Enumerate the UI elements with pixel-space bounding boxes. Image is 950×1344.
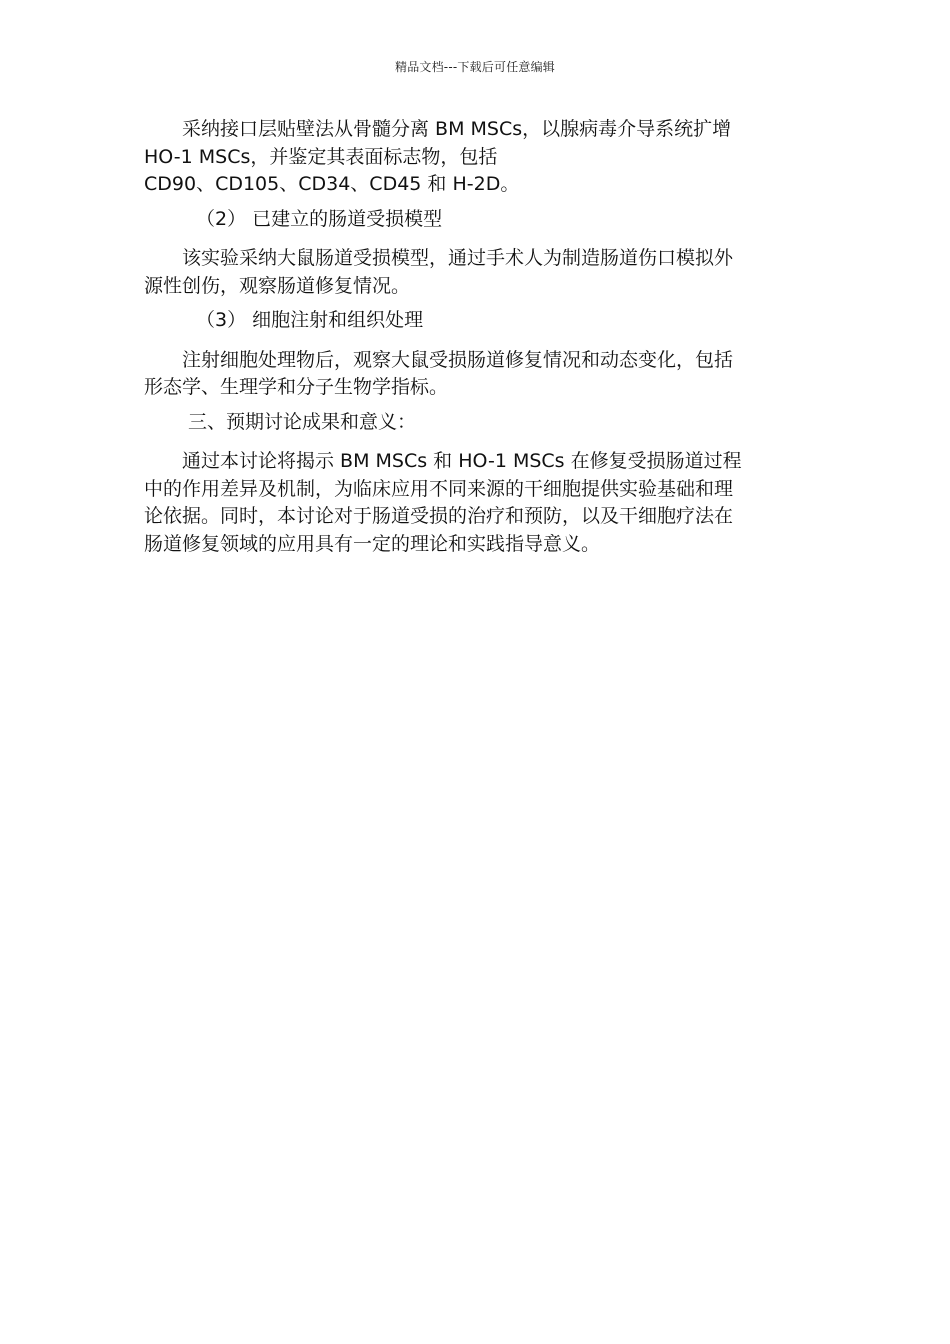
paragraph-line: 采纳接口层贴壁法从骨髓分离 BM MSCs，以腺病毒介导系统扩增: [182, 118, 732, 140]
paragraph-line: HO-1 MSCs，并鉴定其表面标志物，包括: [144, 145, 498, 168]
paragraph-injury-model: [144, 245, 794, 300]
paragraph-line: 通过本讨论将揭示 BM MSCs 和 HO-1 MSCs 在修复受损肠道过程: [182, 450, 742, 472]
section-heading-expected-results: 三、预期讨论成果和意义：: [188, 410, 417, 433]
paragraph-line: 论依据。同时，本讨论对于肠道受损的治疗和预防，以及干细胞疗法在: [144, 505, 734, 527]
paragraph-line: 形态学、生理学和分子生物学指标。: [144, 376, 449, 398]
paragraph-significance: [144, 448, 794, 558]
subheading-injury-model: （2） 已建立的肠道受损模型: [196, 207, 443, 230]
paragraph-line: CD90、CD105、CD34、CD45 和 H-2D。: [144, 173, 520, 195]
paragraph-line: 肠道修复领域的应用具有一定的理论和实践指导意义。: [144, 532, 601, 555]
paragraph-methods-isolation: [144, 116, 794, 199]
paragraph-line: 源性创伤，观察肠道修复情况。: [144, 274, 411, 297]
subheading-cell-injection: （3） 细胞注射和组织处理: [196, 309, 424, 331]
document-body: [144, 116, 794, 558]
paragraph-cell-injection: [144, 347, 794, 402]
paragraph-line: 注射细胞处理物后，观察大鼠受损肠道修复情况和动态变化，包括: [182, 348, 734, 371]
paragraph-line: 中的作用差异及机制，为临床应用不同来源的干细胞提供实验基础和理: [144, 477, 734, 500]
page-header: 精品文档---下载后可任意编辑: [395, 60, 555, 74]
paragraph-line: 该实验采纳大鼠肠道受损模型，通过手术人为制造肠道伤口模拟外: [182, 247, 734, 269]
